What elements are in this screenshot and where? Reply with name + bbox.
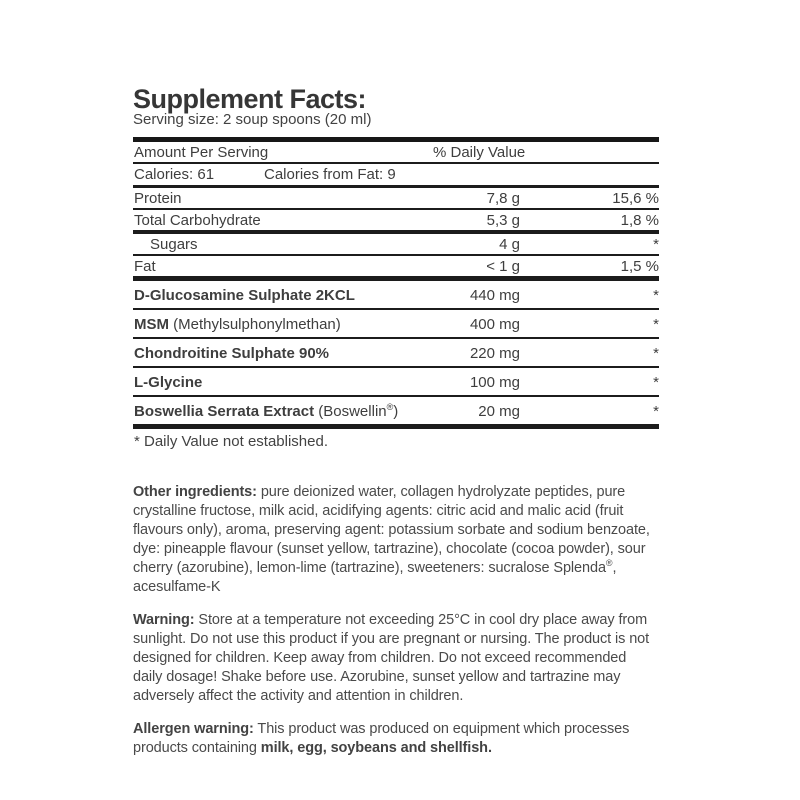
amount-per-serving-header: Amount Per Serving <box>134 144 269 161</box>
nutrient-amount: 7,8 g <box>486 190 520 207</box>
warning-paragraph: Warning: Store at a temperature not exceeding 25°C in cool dry place away from sunlight. Do not use this product if you are pregnant or nursing. The product is not designed for children. Keep away from children. Do not exceed recommended daily dosage! Shake before use. Azorubine, sunset yellow and tartrazine may adversely affect the activity and attention in children. <box>133 612 650 704</box>
nutrient-amount: 4 g <box>499 236 520 253</box>
active-ingredient-daily-value: * <box>653 403 659 420</box>
active-ingredient-daily-value: * <box>653 287 659 304</box>
nutrients-section <box>133 188 659 281</box>
nutrient-row <box>133 256 659 281</box>
active-ingredient-row <box>133 339 659 368</box>
nutrient-amount: 5,3 g <box>486 212 520 229</box>
nutrient-daily-value: 1,8 % <box>620 212 659 229</box>
nutrient-daily-value: 15,6 % <box>612 190 659 207</box>
calories-row <box>133 164 659 188</box>
serving-size: Serving size: 2 soup spoons (20 ml) <box>133 111 372 128</box>
active-ingredient-amount: 20 mg <box>478 403 520 420</box>
daily-value-header: % Daily Value <box>433 144 526 161</box>
nutrient-row <box>133 234 659 256</box>
active-ingredient-amount: 440 mg <box>469 287 520 304</box>
active-ingredient-row <box>133 397 659 429</box>
label-title: Supplement Facts: <box>133 84 367 114</box>
calories-from-fat-value: Calories from Fat: 9 <box>264 166 396 183</box>
active-ingredient-amount: 220 mg <box>469 345 520 362</box>
nutrient-amount: < 1 g <box>486 258 520 275</box>
other-ingredients-paragraph: Other ingredients: pure deionized water, collagen hydrolyzate peptides, pure crystalline fructose, milk acid, acidifying agents: citric acid and malic acid (fruit flavours only), aroma, preserving agent: potassium sorbate and sodium benzoate, dye: pineapple flavour (sunset yellow, tartrazine), chocolate (cocoa powder), sour cherry (azorubine), lemon-lime (tartrazine), sweeteners: sucralose Splenda®, acesulfame-K <box>133 484 650 595</box>
active-ingredient-name: D-Glucosamine Sulphate 2KCL <box>134 287 355 304</box>
active-ingredient-amount: 400 mg <box>469 316 520 333</box>
nutrient-row <box>133 210 659 234</box>
active-ingredient-daily-value: * <box>653 374 659 391</box>
allergen-warning-paragraph: Allergen warning: This product was produced on equipment which processes products containing milk, egg, soybeans and shellfish. <box>133 721 630 756</box>
active-ingredients-section <box>133 281 659 429</box>
nutrient-name: Total Carbohydrate <box>134 212 261 229</box>
active-ingredient-name: Boswellia Serrata Extract (Boswellin®) <box>134 402 399 420</box>
active-ingredient-daily-value: * <box>653 345 659 362</box>
daily-value-footnote: * Daily Value not established. <box>134 433 329 450</box>
supplement-facts-label <box>133 84 659 772</box>
active-ingredient-row <box>133 368 659 397</box>
info-paragraphs <box>133 483 659 758</box>
active-ingredient-row <box>133 281 659 310</box>
active-ingredient-name: MSM (Methylsulphonylmethan) <box>134 316 341 333</box>
nutrient-name: Fat <box>134 258 156 275</box>
nutrient-row <box>133 188 659 210</box>
nutrient-name: Protein <box>134 190 182 207</box>
active-ingredient-name: L-Glycine <box>134 374 203 391</box>
active-ingredient-amount: 100 mg <box>469 374 520 391</box>
nutrient-daily-value: 1,5 % <box>620 258 659 275</box>
active-ingredient-row <box>133 310 659 339</box>
nutrient-name: Sugars <box>150 236 198 253</box>
active-ingredient-daily-value: * <box>653 316 659 333</box>
calories-value: Calories: 61 <box>134 166 215 183</box>
table-header-row <box>133 142 659 164</box>
active-ingredient-name: Chondroitine Sulphate 90% <box>134 345 330 362</box>
nutrient-daily-value: * <box>653 236 659 253</box>
